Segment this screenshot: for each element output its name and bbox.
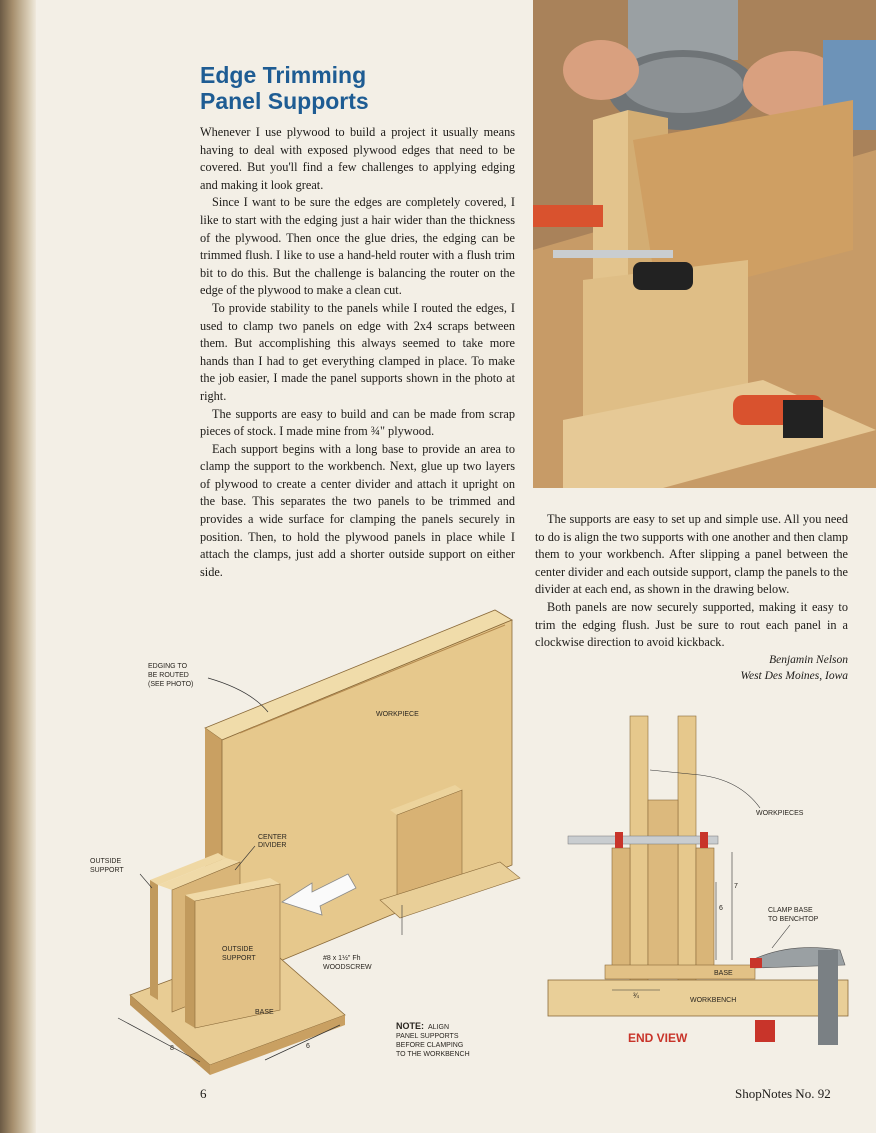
- label-outside-support-2b: SUPPORT: [222, 955, 256, 962]
- end-view-title: END VIEW: [628, 1031, 688, 1045]
- paragraph: Both panels are now securely supported, making it easy to trim the edging flush. Just be sure to rout each panel in a clockwise direction to avoid kickback.: [535, 599, 848, 650]
- label-clamp-base-1: CLAMP BASE: [768, 907, 813, 914]
- label-outside-support-1a: OUTSIDE: [90, 858, 122, 865]
- dim-thickness: ¾: [633, 993, 639, 1000]
- paragraph: The supports are easy to set up and simple use. All you need to do is align the two supports with one another and then clamp them to your workbench. After slipping a panel between the center divider and each outside support, clamp the panels to the divider at each end, as shown in the drawing below.: [535, 512, 848, 597]
- label-outside-support-1b: SUPPORT: [90, 867, 124, 874]
- label-outside-support-2a: OUTSIDE: [222, 946, 254, 953]
- dim-8: 8: [170, 1045, 174, 1052]
- note-line-1: ALIGN: [428, 1024, 450, 1031]
- label-workpieces: WORKPIECES: [756, 810, 804, 817]
- paragraph: Whenever I use plywood to build a project it usually means having to deal with exposed plywood edges that need to be covered. But you'll find a few challenges to applying edging and making it look great.: [200, 125, 515, 192]
- end-view-drawing: [548, 716, 848, 1045]
- dim-end-6: 6: [719, 905, 723, 912]
- note-label: NOTE:: [396, 1021, 424, 1031]
- paragraph: Each support begins with a long base to provide an area to clamp the support to the workbench. Next, glue up two layers of plywood to create a center divider and attach it upright on the base. This separates the two panels to be trimmed and provides a wide surface for clamping the panels securely in position. Then, to hold the plywood panels in place while I attach the clamps, just add a shorter outside support on either side.: [200, 441, 515, 579]
- page-number: 6: [200, 1086, 207, 1101]
- dim-6: 6: [306, 1043, 310, 1050]
- label-edging-2: BE ROUTED: [148, 672, 189, 679]
- label-edging-3: (SEE PHOTO): [148, 681, 194, 688]
- paragraph: To provide stability to the panels while I routed the edges, I used to clamp two panels on edge with 2x4 scraps between them. But accomplishing this always seemed to take more hands than I had to get everything clamped in place. To make the job easier, I made the panel supports shown in the photo at right.: [200, 300, 515, 403]
- label-screw-1: #8 x 1½" Fh: [323, 955, 361, 962]
- label-clamp-base-2: TO BENCHTOP: [768, 916, 819, 923]
- label-end-base: BASE: [714, 970, 733, 977]
- note-line-4: TO THE WORKBENCH: [396, 1051, 470, 1058]
- note-line-3: BEFORE CLAMPING: [396, 1042, 464, 1049]
- paragraph: Since I want to be sure the edges are completely covered, I like to start with the edging just a hair wider than the thickness of the plywood. Then once the glue dries, the edging can be trimmed flush. I like to use a hand-held router with a flush trim bit to do this. But the challenge is balancing the router on the edge of the plywood to make a clean cut.: [200, 195, 515, 298]
- paragraph: The supports are easy to build and can be made from scrap pieces of stock. I made mine from ¾" plywood.: [200, 406, 515, 439]
- label-workbench: WORKBENCH: [690, 997, 737, 1004]
- title-line-2: Panel Supports: [200, 88, 369, 114]
- note-line-2: PANEL SUPPORTS: [396, 1033, 459, 1040]
- author-location: West Des Moines, Iowa: [740, 669, 848, 682]
- label-workpiece: WORKPIECE: [376, 711, 419, 718]
- dim-7: 7: [734, 883, 738, 890]
- label-edging-1: EDGING TO: [148, 663, 188, 670]
- label-center-divider-1: CENTER: [258, 834, 287, 841]
- magazine-issue: ShopNotes No. 92: [735, 1086, 831, 1101]
- label-screw-2: WOODSCREW: [323, 964, 372, 971]
- label-center-divider-2: DIVIDER: [258, 842, 287, 849]
- panel-support-drawing: [90, 610, 520, 1075]
- author-name: Benjamin Nelson: [769, 653, 848, 666]
- title-line-1: Edge Trimming: [200, 62, 367, 88]
- label-base: BASE: [255, 1009, 274, 1016]
